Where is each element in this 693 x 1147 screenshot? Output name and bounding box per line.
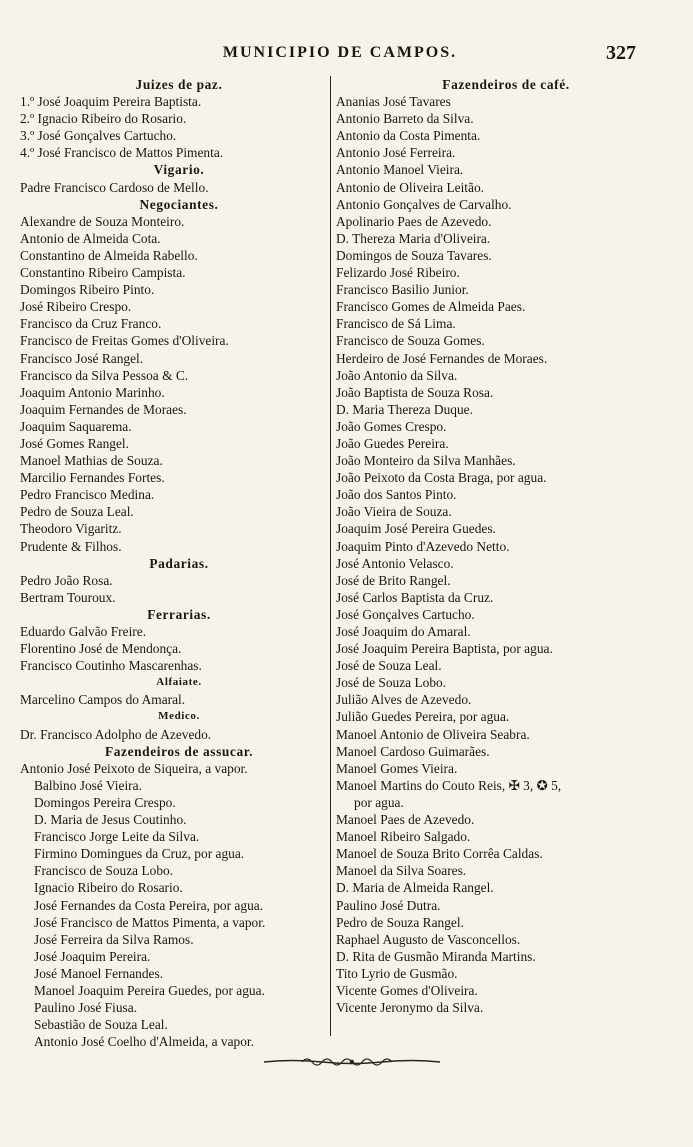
list-entry: Antonio Barreto da Silva. (336, 111, 474, 127)
section-heading: Negociantes. (139, 196, 219, 212)
list-entry: Antonio de Oliveira Leitão. (336, 179, 484, 195)
list-entry: Pedro de Souza Rangel. (336, 914, 464, 930)
list-entry: Francisco Basilio Junior. (336, 282, 469, 298)
list-entry: João Peixoto da Costa Braga, por agua. (336, 470, 547, 486)
list-entry: Ananias José Tavares (336, 94, 451, 110)
list-entry: Marcilio Fernandes Fortes. (20, 470, 165, 486)
list-entry: D. Maria de Almeida Rangel. (336, 880, 494, 896)
list-entry: 1.º José Joaquim Pereira Baptista. (20, 94, 202, 110)
list-entry: Padre Francisco Cardoso de Mello. (20, 179, 209, 195)
list-entry: Prudente & Filhos. (20, 538, 122, 554)
list-entry: D. Maria de Jesus Coutinho. (34, 812, 187, 828)
list-entry: João Baptista de Souza Rosa. (336, 384, 494, 400)
list-entry: Joaquim Saquarema. (20, 418, 132, 434)
running-head: MUNICIPIO DE CAMPOS. (222, 44, 458, 61)
list-entry: Florentino José de Mendonça. (20, 641, 182, 657)
list-entry: José Ferreira da Silva Ramos. (34, 931, 194, 947)
list-entry: Antonio Gonçalves de Carvalho. (336, 196, 512, 212)
list-entry: Francisco Jorge Leite da Silva. (34, 829, 200, 845)
section-heading: Padarias. (149, 555, 209, 571)
list-entry: Vicente Jeronymo da Silva. (336, 1000, 484, 1016)
list-entry: Francisco de Freitas Gomes d'Oliveira. (20, 333, 229, 349)
list-entry: Paulino José Dutra. (336, 897, 441, 913)
list-entry: Balbino José Vieira. (34, 777, 142, 793)
list-entry: José de Souza Leal. (336, 658, 442, 674)
list-entry: D. Rita de Gusmão Miranda Martins. (336, 948, 536, 964)
list-entry: Antonio José Coelho d'Almeida, a vapor. (34, 1034, 254, 1050)
section-heading: Medico. (158, 710, 200, 723)
list-entry-continuation: por agua. (354, 794, 404, 810)
list-entry: Apolinario Paes de Azevedo. (336, 213, 492, 229)
list-entry: Felizardo José Ribeiro. (336, 265, 460, 281)
list-entry: Manoel da Silva Soares. (336, 863, 467, 879)
list-entry: José Ribeiro Crespo. (20, 299, 132, 315)
list-entry: Manoel Joaquim Pereira Guedes, por agua. (34, 982, 265, 998)
list-entry: José de Brito Rangel. (336, 572, 451, 588)
list-entry: Antonio José Ferreira. (336, 145, 456, 161)
list-entry: José Joaquim Pereira Baptista, por agua. (336, 641, 553, 657)
list-entry: Pedro Francisco Medina. (20, 487, 155, 503)
section-heading: Alfaiate. (156, 676, 202, 689)
right-column (336, 76, 676, 1016)
list-entry: Francisco Gomes de Almeida Paes. (336, 299, 526, 315)
list-entry: Eduardo Galvão Freire. (20, 624, 147, 639)
list-entry: Joaquim Pinto d'Azevedo Netto. (336, 538, 510, 554)
list-entry: Constantino de Almeida Rabello. (20, 247, 198, 263)
list-entry: Francisco Coutinho Mascarenhas. (20, 658, 202, 674)
column-divider (330, 76, 331, 1036)
list-entry: Francisco de Souza Gomes. (336, 333, 485, 349)
list-entry: José Carlos Baptista da Cruz. (336, 589, 494, 605)
list-entry: Marcelino Campos do Amaral. (20, 692, 186, 708)
list-entry: Francisco da Silva Pessoa & C. (20, 367, 189, 383)
list-entry: João Monteiro da Silva Manhães. (336, 453, 516, 469)
list-entry: Sebastião de Souza Leal. (34, 1017, 168, 1033)
list-entry: D. Maria Thereza Duque. (336, 401, 473, 417)
list-entry: João Vieira de Souza. (336, 504, 452, 520)
ornament-rule (262, 1055, 442, 1069)
list-entry: Manoel Martins do Couto Reis, ✠ 3, ✪ 5, (336, 777, 562, 793)
list-entry: Antonio de Almeida Cota. (20, 230, 161, 246)
list-entry: Alexandre de Souza Monteiro. (20, 213, 185, 229)
list-entry: João Antonio da Silva. (336, 367, 458, 383)
list-entry: José Joaquim do Amaral. (336, 624, 471, 639)
list-entry: Domingos de Souza Tavares. (336, 247, 492, 263)
list-entry: Joaquim Antonio Marinho. (20, 384, 165, 400)
list-entry: José Joaquim Pereira. (34, 948, 151, 964)
list-entry: 4.º José Francisco de Mattos Pimenta. (20, 145, 224, 161)
list-entry: José Gonçalves Cartucho. (336, 606, 475, 622)
list-entry: Herdeiro de José Fernandes de Moraes. (336, 350, 548, 366)
list-entry: 2.º Ignacio Ribeiro do Rosario. (20, 111, 187, 127)
section-heading: Fazendeiros de assucar. (104, 743, 254, 759)
list-entry: Antonio da Costa Pimenta. (336, 128, 481, 144)
section-heading: Vigario. (153, 162, 205, 178)
list-entry: Manoel Cardoso Guimarães. (336, 743, 490, 759)
list-entry: Pedro João Rosa. (20, 572, 113, 588)
section-heading: Ferrarias. (147, 606, 211, 622)
list-entry: Dr. Francisco Adolpho de Azevedo. (20, 726, 212, 742)
list-entry: Constantino Ribeiro Campista. (20, 265, 186, 281)
list-entry: Domingos Ribeiro Pinto. (20, 282, 155, 298)
list-entry: Domingos Pereira Crespo. (34, 794, 176, 810)
list-entry: Francisco de Sá Lima. (336, 316, 456, 332)
section-heading: Juizes de paz. (135, 77, 223, 92)
list-entry: Tito Lyrio de Gusmão. (336, 965, 458, 981)
list-entry: José Gomes Rangel. (20, 435, 129, 451)
list-entry: Raphael Augusto de Vasconcellos. (336, 931, 521, 947)
list-entry: Antonio José Peixoto de Siqueira, a vapor. (20, 760, 248, 776)
list-entry: Firmino Domingues da Cruz, por agua. (34, 846, 245, 862)
list-entry: Paulino José Fiusa. (34, 1000, 138, 1016)
list-entry: Manoel de Souza Brito Corrêa Caldas. (336, 846, 543, 862)
list-entry: Manoel Mathias de Souza. (20, 453, 163, 469)
list-entry: Manoel Gomes Vieira. (336, 760, 458, 776)
list-entry: Julião Alves de Azevedo. (336, 692, 472, 708)
list-entry: Joaquim Fernandes de Moraes. (20, 401, 187, 417)
list-entry: José Francisco de Mattos Pimenta, a vapor. (34, 914, 266, 930)
list-entry: José Manoel Fernandes. (34, 965, 164, 981)
list-entry: Joaquim José Pereira Guedes. (336, 521, 496, 537)
list-entry: Julião Guedes Pereira, por agua. (336, 709, 510, 725)
list-entry: Antonio Manoel Vieira. (336, 162, 464, 178)
list-entry: Francisco José Rangel. (20, 350, 144, 366)
list-entry: João dos Santos Pinto. (336, 487, 457, 503)
list-entry: José Antonio Velasco. (336, 555, 454, 571)
list-entry: Manoel Paes de Azevedo. (336, 812, 475, 828)
list-entry: José de Souza Lobo. (336, 675, 447, 691)
list-entry: Francisco de Souza Lobo. (34, 863, 174, 879)
list-entry: Ignacio Ribeiro do Rosario. (34, 880, 183, 896)
list-entry: Francisco da Cruz Franco. (20, 316, 162, 332)
list-entry: João Guedes Pereira. (336, 435, 449, 451)
list-entry: Vicente Gomes d'Oliveira. (336, 982, 478, 998)
left-column (20, 76, 338, 1050)
section-heading: Fazendeiros de café. (442, 77, 570, 92)
list-entry: 3.º José Gonçalves Cartucho. (20, 128, 177, 144)
list-entry: Manoel Ribeiro Salgado. (336, 829, 471, 845)
list-entry: João Gomes Crespo. (336, 418, 447, 434)
list-entry: José Fernandes da Costa Pereira, por agua. (34, 897, 264, 913)
page-number: 327 (606, 42, 636, 64)
list-entry: Pedro de Souza Leal. (20, 504, 134, 520)
list-entry: Theodoro Vigaritz. (20, 521, 122, 537)
list-entry: D. Thereza Maria d'Oliveira. (336, 230, 491, 246)
list-entry: Bertram Touroux. (20, 589, 116, 605)
list-entry: Manoel Antonio de Oliveira Seabra. (336, 726, 530, 742)
